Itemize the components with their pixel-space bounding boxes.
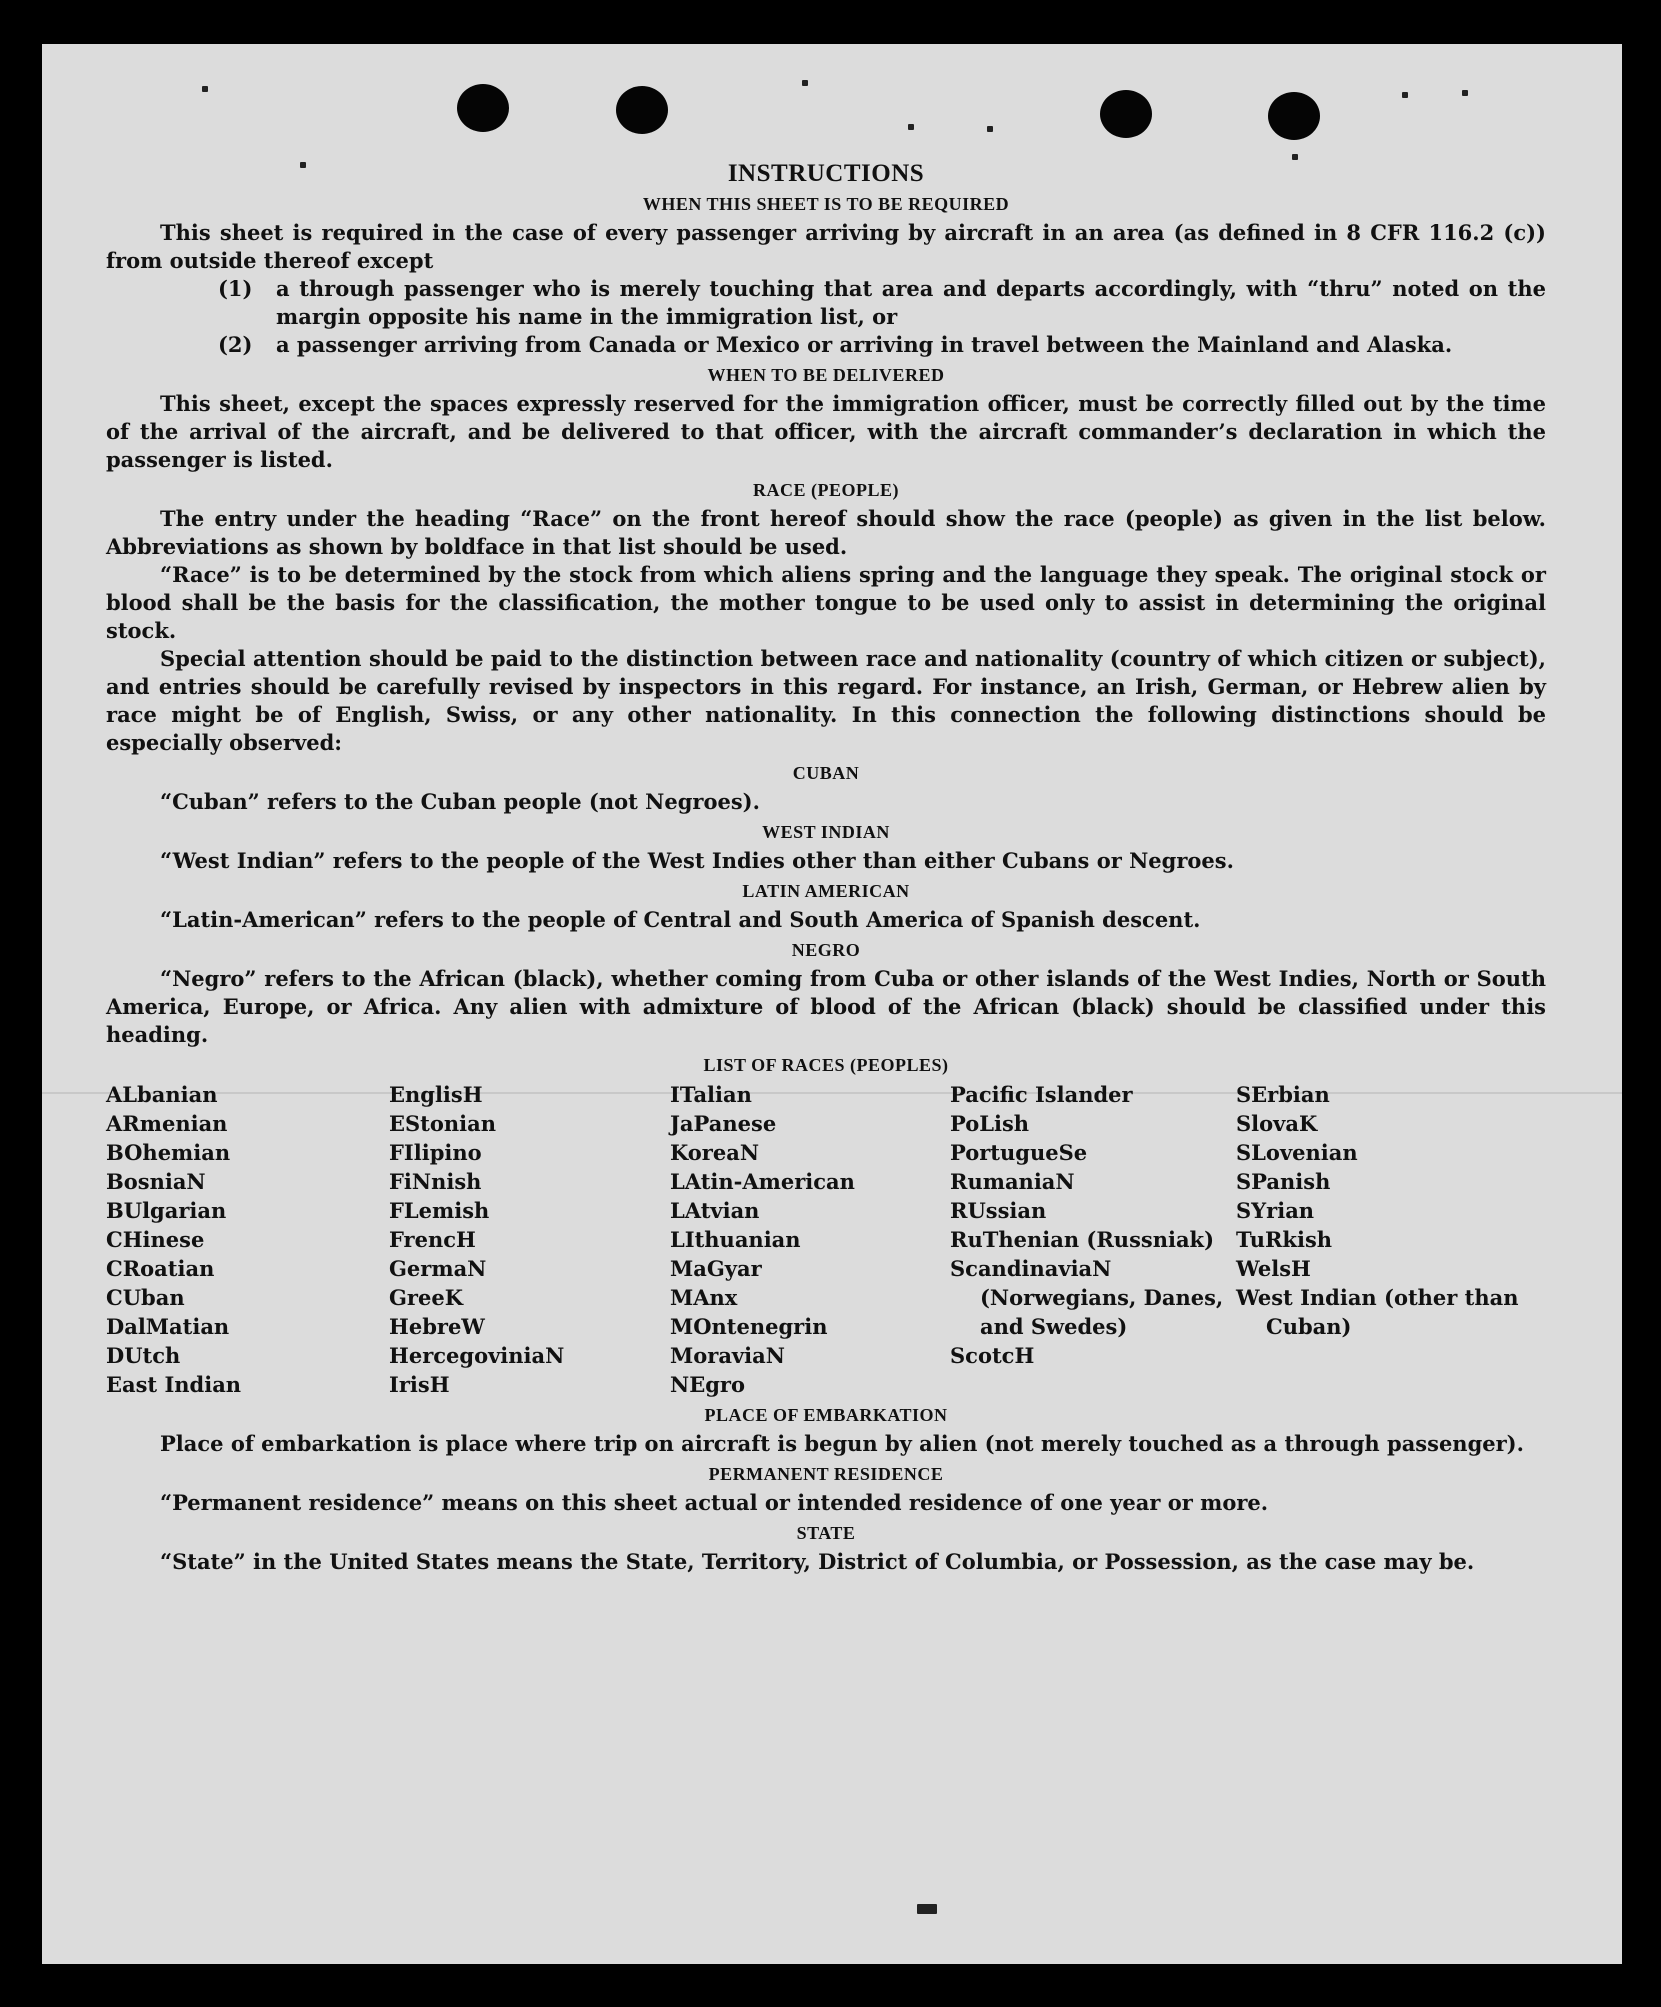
document-page (42, 44, 1622, 1964)
section-heading-list-of-races: LIST OF RACES (PEOPLES) (703, 1055, 949, 1075)
punch-hole (457, 84, 509, 132)
section-heading-race: RACE (PEOPLE) (753, 480, 899, 500)
race-entry: IrisH (389, 1372, 450, 1397)
exception-number: (1) (218, 276, 253, 301)
race-entry: BosniaN (106, 1169, 206, 1194)
race-entry: NEgro (670, 1372, 745, 1397)
race-entry: SPanish (1236, 1169, 1331, 1194)
race-entry: RUssian (950, 1198, 1047, 1223)
residence-text: “Permanent residence” means on this sheet actual or intended residence of one year or more. (160, 1490, 1269, 1515)
race-column (1236, 1080, 1536, 1399)
race-entry: LAtin-American (670, 1169, 855, 1194)
race-column (389, 1080, 670, 1399)
race-entry: LAtvian (670, 1198, 760, 1223)
race-entry: FrencH (389, 1227, 476, 1252)
scan-speck (1402, 92, 1408, 98)
race-entry: MaGyar (670, 1256, 762, 1281)
exception-number: (2) (218, 332, 253, 357)
race-list (106, 1080, 1546, 1399)
required-intro: This sheet is required in the case of every passenger arriving by aircraft in an area (as defined in 8 CFR 116.2 (c)) from outside thereof except (106, 220, 1546, 273)
race-entry: SErbian (1236, 1082, 1330, 1107)
race-entry: HercegoviniaN (389, 1343, 565, 1368)
race-entry: PoLish (950, 1111, 1030, 1136)
race-entry: GermaN (389, 1256, 487, 1281)
scan-speck (908, 124, 914, 130)
section-heading-cuban: CUBAN (792, 763, 860, 783)
scan-speck (987, 126, 993, 132)
delivered-text: This sheet, except the spaces expressly reserved for the immigration officer, must be correctly filled out by the time of the arrival of the aircraft, and be delivered to that officer, with the aircraft commander’s declaration in which the passenger is listed. (106, 391, 1546, 472)
exception-text: a passenger arriving from Canada or Mexico or arriving in travel between the Mainland and Alaska. (276, 332, 1453, 357)
race-entry: DUtch (106, 1343, 181, 1368)
race-entry: MAnx (670, 1285, 738, 1310)
scan-speck (802, 80, 808, 86)
race-entry: KoreaN (670, 1140, 760, 1165)
punch-hole (1268, 92, 1320, 140)
race-entry: FiNnish (389, 1169, 482, 1194)
page-title: INSTRUCTIONS (727, 160, 925, 187)
exception-text: a through passenger who is merely touching that area and departs accordingly, with “thru” noted on the margin opposite his name in the immigration list, or (276, 276, 1546, 329)
negro-text: “Negro” refers to the African (black), whether coming from Cuba or other islands of the West Indies, North or South America, Europe, or Africa. Any alien with admixture of blood of the African (black) should be classified under this heading. (106, 966, 1546, 1047)
scan-speck (1462, 90, 1468, 96)
section-heading-residence: PERMANENT RESIDENCE (708, 1464, 944, 1484)
race-entry: Pacific Islander (950, 1082, 1133, 1107)
race-entry: EStonian (389, 1111, 496, 1136)
punch-hole (1100, 90, 1152, 138)
section-heading-latin-american: LATIN AMERICAN (742, 881, 910, 901)
state-text: “State” in the United States means the State, Territory, District of Columbia, or Possession, as the case may be. (160, 1549, 1475, 1574)
race-entry: MoraviaN (670, 1343, 785, 1368)
latin-american-text: “Latin-American” refers to the people of Central and South America of Spanish descent. (160, 907, 1201, 932)
race-entry: ALbanian (106, 1082, 218, 1107)
race-entry: FIlipino (389, 1140, 482, 1165)
section-heading-state: STATE (796, 1523, 856, 1543)
cuban-text: “Cuban” refers to the Cuban people (not Negroes). (160, 789, 760, 814)
race-entry: HebreW (389, 1314, 485, 1339)
scan-speck (917, 1904, 937, 1914)
west-indian-text: “West Indian” refers to the people of the West Indies other than either Cubans or Negroes. (160, 848, 1234, 873)
race-paragraph-2: “Race” is to be determined by the stock from which aliens spring and the language they speak. The original stock or blood shall be the basis for the classification, the mother tongue to be used only to assist in determining the original stock. (106, 562, 1546, 643)
race-entry: ARmenian (106, 1111, 228, 1136)
exception-item (106, 331, 1546, 359)
instructions-content (106, 160, 1546, 1576)
race-entry: TuRkish (1236, 1227, 1333, 1252)
race-column (950, 1080, 1236, 1399)
race-entry: BUlgarian (106, 1198, 227, 1223)
race-entry: LIthuanian (670, 1227, 801, 1252)
race-entry: West Indian (other than Cuban) (1236, 1285, 1519, 1339)
section-heading-delivered: WHEN TO BE DELIVERED (707, 365, 945, 385)
race-entry: East Indian (106, 1372, 242, 1397)
race-entry: BOhemian (106, 1140, 231, 1165)
scan-speck (202, 86, 208, 92)
race-paragraph-3: Special attention should be paid to the distinction between race and nationality (country of which citizen or subject), and entries should be carefully revised by inspectors in this regard. For instance, an Irish, German, or Hebrew alien by race might be of English, Swiss, or any other nationality. In this connection the following distinctions should be especially observed: (106, 646, 1546, 755)
exception-item (106, 275, 1546, 331)
race-entry: DalMatian (106, 1314, 230, 1339)
race-entry: CUban (106, 1285, 185, 1310)
section-heading-west-indian: WEST INDIAN (762, 822, 890, 842)
race-entry: PortugueSe (950, 1140, 1088, 1165)
race-entry: CRoatian (106, 1256, 215, 1281)
race-entry: JaPanese (670, 1111, 777, 1136)
race-entry: RuThenian (Russniak) (950, 1227, 1215, 1252)
race-entry: ScotcH (950, 1343, 1035, 1368)
section-heading-negro: NEGRO (791, 940, 861, 960)
race-paragraph-1: The entry under the heading “Race” on the front hereof should show the race (people) as given in the list below. Abbreviations as shown by boldface in that list should be used. (106, 506, 1546, 559)
section-heading-embarkation: PLACE OF EMBARKATION (704, 1405, 948, 1425)
race-entry: ITalian (670, 1082, 752, 1107)
race-entry: CHinese (106, 1227, 205, 1252)
race-entry: RumaniaN (950, 1169, 1075, 1194)
race-entry: WelsH (1236, 1256, 1311, 1281)
section-heading-required: WHEN THIS SHEET IS TO BE REQUIRED (642, 194, 1010, 214)
race-entry: GreeK (389, 1285, 463, 1310)
race-entry: SYrian (1236, 1198, 1315, 1223)
embarkation-text: Place of embarkation is place where trip on aircraft is begun by alien (not merely touched as a through passenger). (160, 1431, 1524, 1456)
race-column (670, 1080, 950, 1399)
race-entry: ScandinaviaN (Norwegians, Danes, and Swedes) (950, 1256, 1224, 1339)
race-entry: SLovenian (1236, 1140, 1358, 1165)
race-entry: SlovaK (1236, 1111, 1318, 1136)
punch-hole (616, 86, 668, 134)
race-column (106, 1080, 389, 1399)
race-entry: MOntenegrin (670, 1314, 828, 1339)
race-entry: EnglisH (389, 1082, 483, 1107)
race-entry: FLemish (389, 1198, 490, 1223)
